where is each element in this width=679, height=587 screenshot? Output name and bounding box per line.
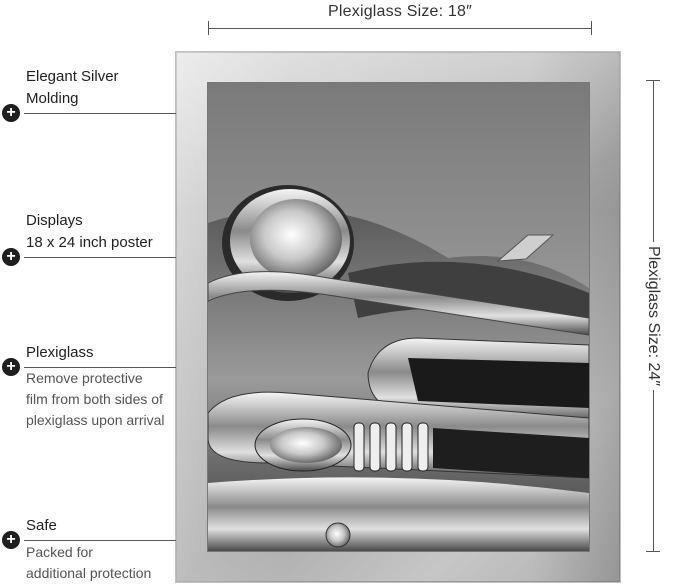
feature-rule — [24, 113, 176, 114]
feature-title: Displays — [26, 212, 83, 229]
feature-plexiglass — [0, 342, 176, 437]
poster-photo — [208, 83, 589, 551]
plus-circle-icon: + — [2, 358, 20, 376]
feature-silver-molding — [0, 64, 176, 124]
width-dimension-tick-left — [208, 21, 209, 35]
feature-title: Safe — [26, 517, 57, 534]
feature-desc: plexiglass upon arrival — [26, 412, 165, 428]
vintage-car-image — [208, 83, 589, 551]
feature-title: Plexiglass — [26, 344, 94, 361]
feature-desc: Remove protective — [26, 370, 143, 386]
feature-desc: film from both sides of — [26, 391, 163, 407]
width-dimension-line — [208, 28, 592, 29]
plus-circle-icon: + — [2, 248, 20, 266]
feature-safe — [0, 515, 176, 587]
feature-desc: Packed for — [26, 544, 93, 560]
feature-rule — [24, 257, 176, 258]
width-dimension — [208, 0, 592, 36]
height-dimension — [638, 80, 668, 552]
feature-displays — [0, 208, 176, 268]
plus-circle-icon: + — [2, 531, 20, 549]
feature-desc: additional protection — [26, 565, 152, 581]
height-dimension-label: Plexiglass Size: 24″ — [644, 242, 662, 390]
height-dimension-tick-top — [646, 80, 660, 81]
height-dimension-tick-bottom — [646, 551, 660, 552]
feature-title: Molding — [26, 90, 79, 107]
width-dimension-tick-right — [591, 21, 592, 35]
feature-title: Elegant Silver — [26, 68, 119, 85]
feature-rule — [24, 540, 176, 541]
feature-title: 18 x 24 inch poster — [26, 234, 153, 251]
width-dimension-label: Plexiglass Size: 18″ — [328, 3, 472, 20]
plus-circle-icon: + — [2, 104, 20, 122]
